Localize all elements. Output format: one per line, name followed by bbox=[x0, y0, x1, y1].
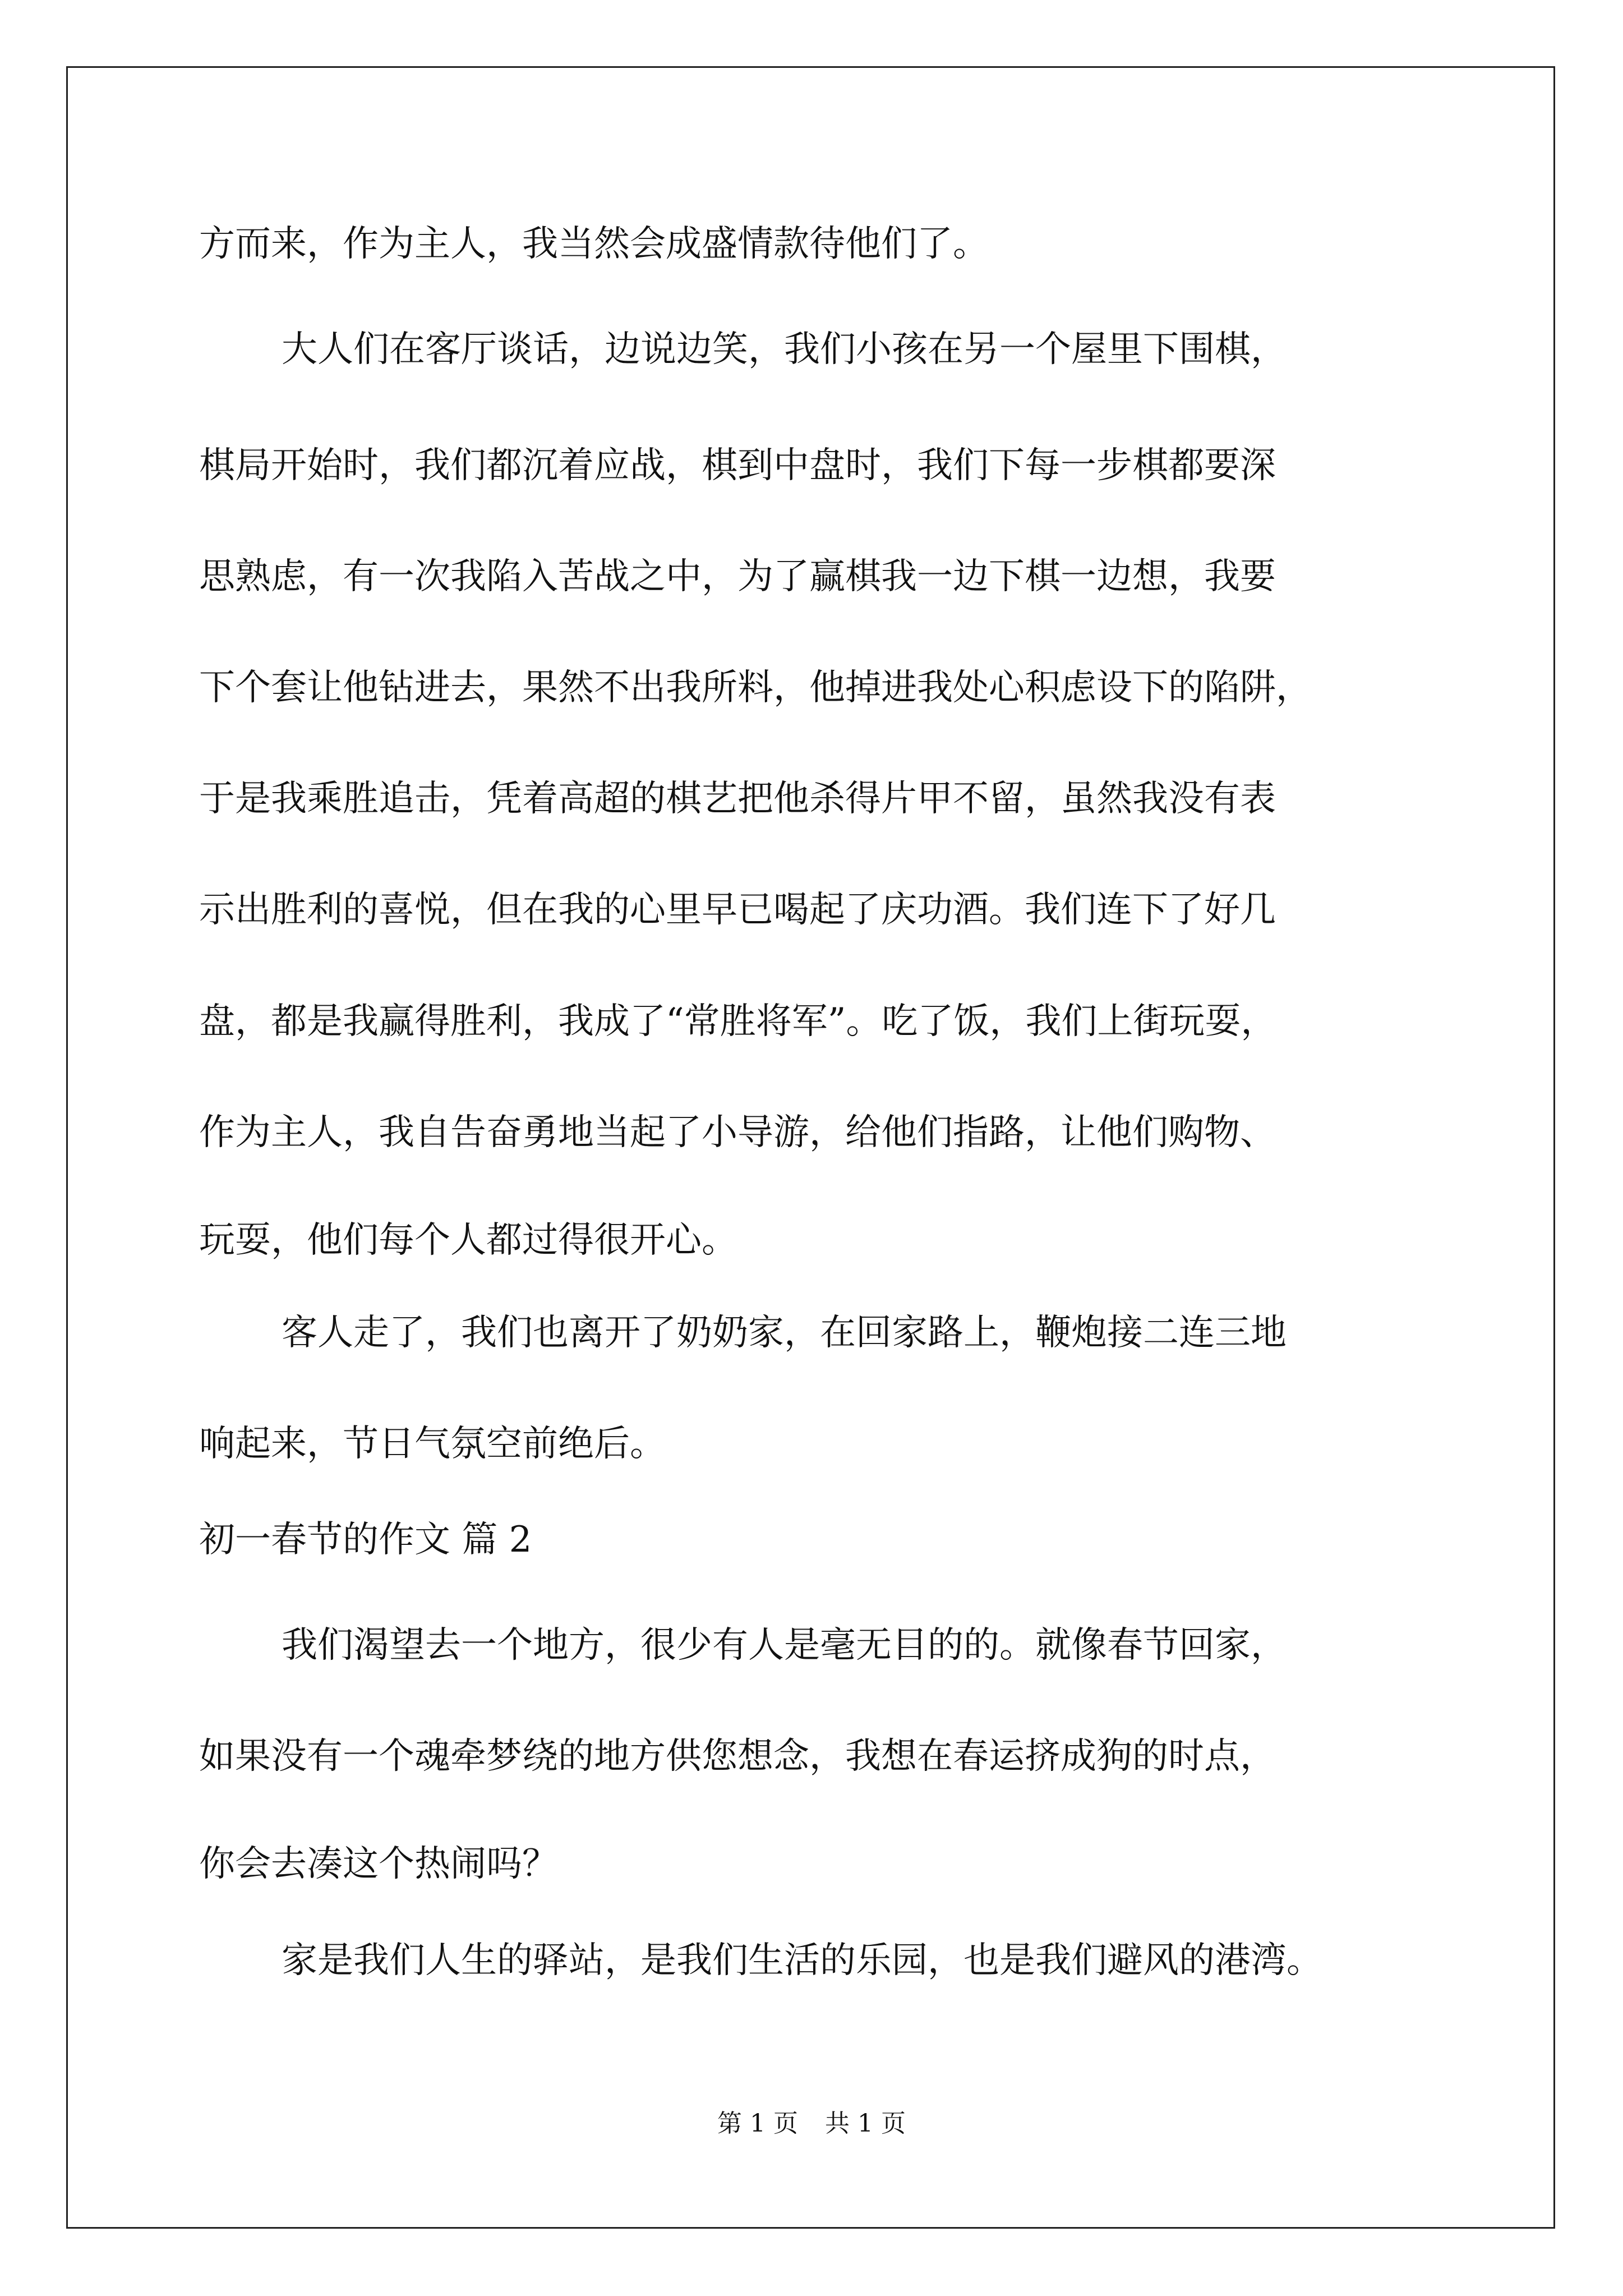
text-line: 客人走了，我们也离开了奶奶家，在回家路上，鞭炮接二连三地 bbox=[282, 1312, 1287, 1354]
page-footer bbox=[0, 2108, 1623, 2139]
text-line: 方而来，作为主人，我当然会成盛情款待他们了。 bbox=[199, 223, 989, 265]
text-line: 思熟虑，有一次我陷入苦战之中，为了赢棋我一边下棋一边想，我要 bbox=[199, 556, 1276, 597]
text-line: 盘，都是我赢得胜利，我成了“常胜将军”。吃了饭，我们上街玩耍， bbox=[199, 1001, 1277, 1042]
section-heading: 初一春节的作文 篇 2 bbox=[199, 1519, 532, 1561]
page-total: 共 1 页 bbox=[825, 2109, 906, 2138]
text-line: 如果没有一个魂牵梦绕的地方供您想念，我想在春运挤成狗的时点， bbox=[199, 1736, 1276, 1777]
text-line: 作为主人，我自告奋勇地当起了小导游，给他们指路，让他们购物、 bbox=[199, 1112, 1276, 1153]
page-number: 第 1 页 bbox=[717, 2109, 798, 2138]
text-line: 示出胜利的喜悦，但在我的心里早已喝起了庆功酒。我们连下了好几 bbox=[199, 889, 1276, 931]
text-line: 棋局开始时，我们都沉着应战，棋到中盘时，我们下每一步棋都要深 bbox=[199, 445, 1276, 486]
text-line: 大人们在客厅谈话，边说边笑，我们小孩在另一个屋里下围棋， bbox=[282, 329, 1287, 370]
text-line: 于是我乘胜追击，凭着高超的棋艺把他杀得片甲不留，虽然我没有表 bbox=[199, 778, 1276, 820]
text-line: 我们渴望去一个地方，很少有人是毫无目的的。就像春节回家， bbox=[282, 1625, 1287, 1666]
text-line: 你会去凑这个热闹吗？ bbox=[199, 1843, 558, 1885]
text-line: 玩耍，他们每个人都过得很开心。 bbox=[199, 1220, 737, 1261]
text-line: 家是我们人生的驿站，是我们生活的乐园，也是我们避风的港湾。 bbox=[282, 1940, 1322, 1981]
text-line: 响起来，节日气氛空前绝后。 bbox=[199, 1423, 666, 1465]
text-line: 下个套让他钻进去，果然不出我所料，他掉进我处心积虑设下的陷阱， bbox=[199, 667, 1312, 708]
